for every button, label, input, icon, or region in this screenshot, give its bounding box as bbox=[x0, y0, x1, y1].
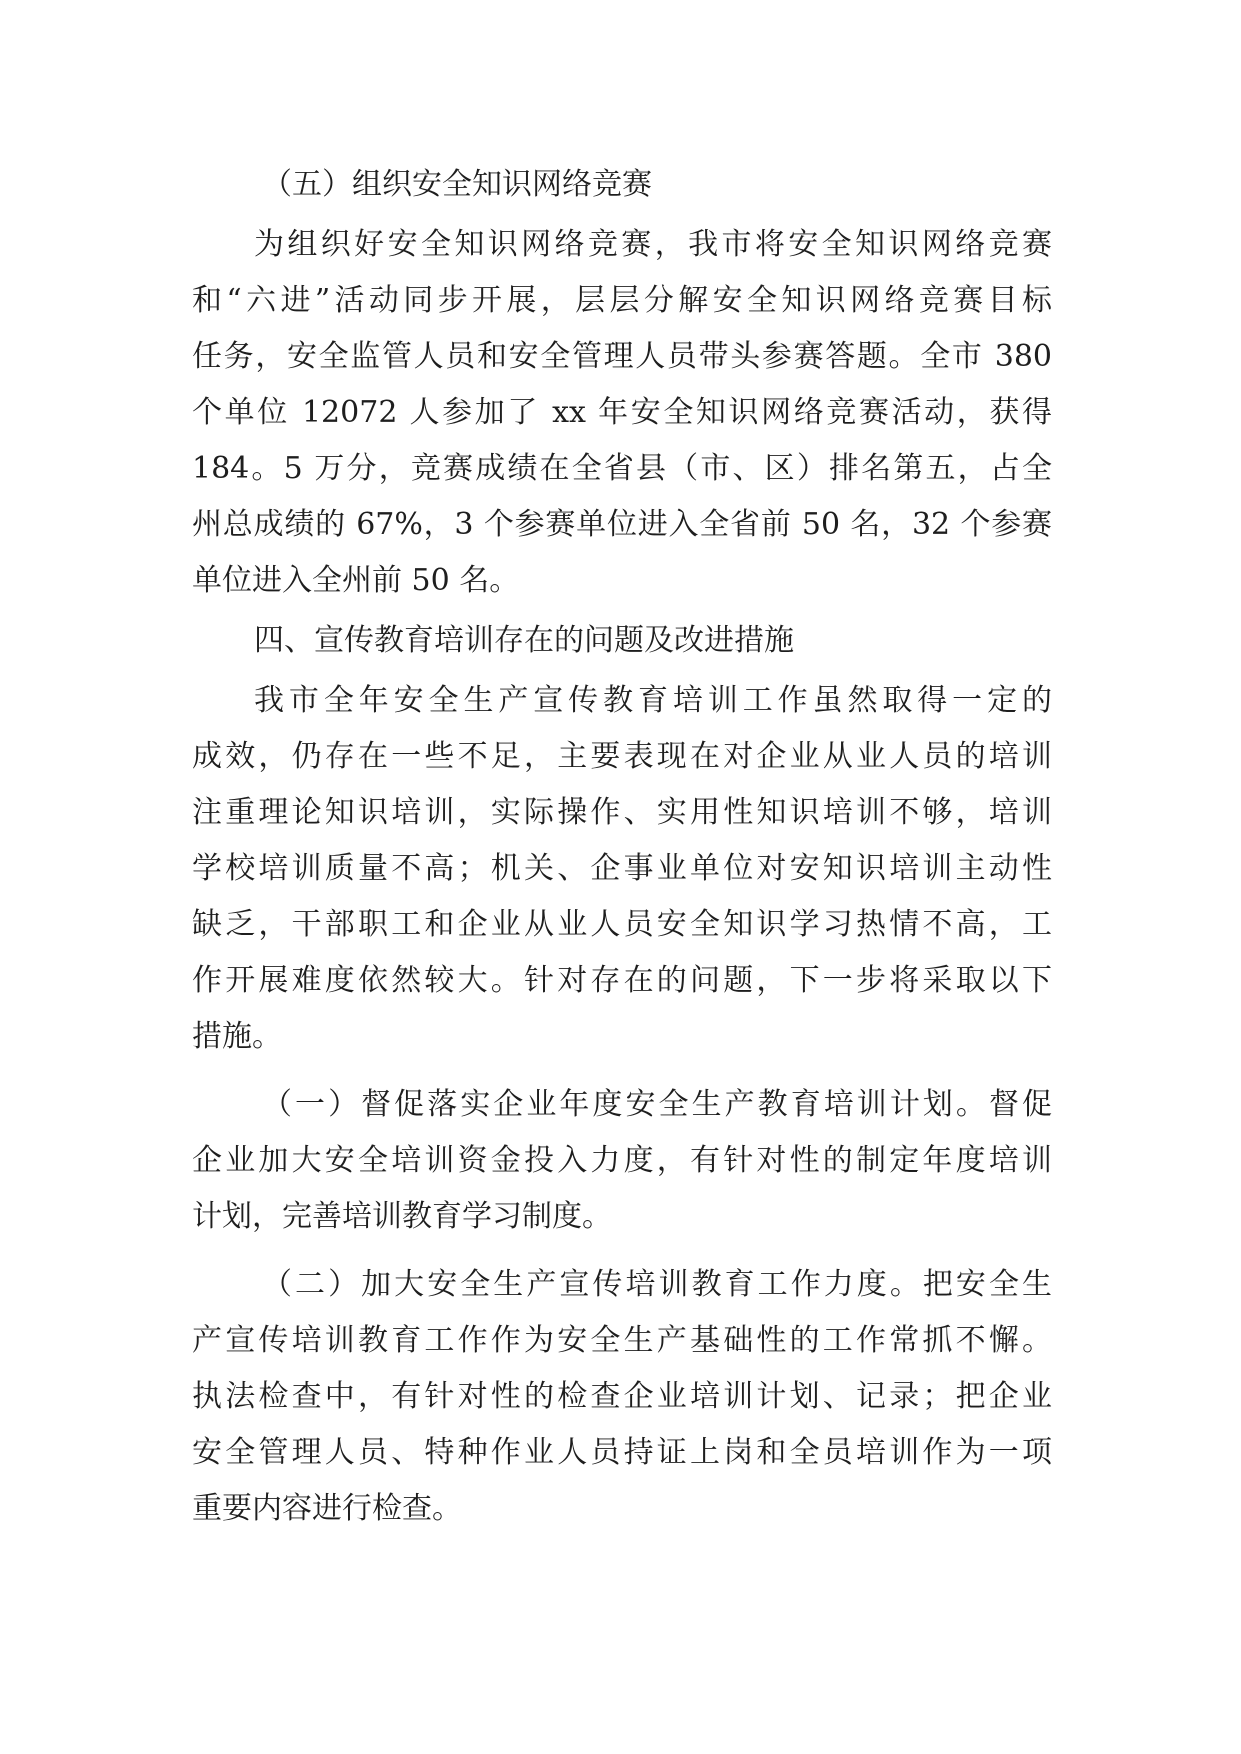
paragraph-line: 为组织好安全知识网络竞赛，我市将安全知识网络竞赛 bbox=[254, 227, 1052, 262]
paragraph-line: （一）督促落实企业年度安全生产教育培训计划。督促 bbox=[262, 1087, 1052, 1122]
section-heading-five: （五）组织安全知识网络竞赛 bbox=[262, 167, 652, 202]
paragraph-line: 学校培训质量不高；机关、企事业单位对安知识培训主动性 bbox=[192, 851, 1052, 886]
paragraph-line: 产宣传培训教育工作作为安全生产基础性的工作常抓不懈。 bbox=[192, 1323, 1052, 1358]
paragraph-line: 企业加大安全培训资金投入力度，有针对性的制定年度培训 bbox=[192, 1143, 1052, 1178]
paragraph-line: 个单位 12072 人参加了 xx 年安全知识网络竞赛活动，获得 bbox=[192, 395, 1052, 430]
paragraph-line: 计划，完善培训教育学习制度。 bbox=[192, 1199, 612, 1234]
paragraph-line: 单位进入全州前 50 名。 bbox=[192, 563, 520, 598]
paragraph-line: 任务，安全监管人员和安全管理人员带头参赛答题。全市 380 bbox=[192, 339, 1052, 374]
paragraph-line: 执法检查中，有针对性的检查企业培训计划、记录；把企业 bbox=[192, 1379, 1052, 1414]
paragraph-line: 重要内容进行检查。 bbox=[192, 1491, 462, 1526]
paragraph-line: 注重理论知识培训，实际操作、实用性知识培训不够，培训 bbox=[192, 795, 1052, 830]
section-heading-four: 四、宣传教育培训存在的问题及改进措施 bbox=[254, 623, 794, 658]
paragraph-line: 安全管理人员、特种作业人员持证上岗和全员培训作为一项 bbox=[192, 1435, 1052, 1470]
paragraph-line: 州总成绩的 67%，3 个参赛单位进入全省前 50 名，32 个参赛 bbox=[192, 507, 1052, 542]
paragraph-line: 作开展难度依然较大。针对存在的问题，下一步将采取以下 bbox=[192, 963, 1052, 998]
paragraph-line: 我市全年安全生产宣传教育培训工作虽然取得一定的 bbox=[254, 683, 1052, 718]
paragraph-line: 184。5 万分，竞赛成绩在全省县（市、区）排名第五，占全 bbox=[192, 451, 1052, 486]
paragraph-line: 和“六进”活动同步开展，层层分解安全知识网络竞赛目标 bbox=[192, 283, 1052, 318]
paragraph-line: 缺乏，干部职工和企业从业人员安全知识学习热情不高，工 bbox=[192, 907, 1052, 942]
paragraph-line: 成效，仍存在一些不足，主要表现在对企业从业人员的培训 bbox=[192, 739, 1052, 774]
paragraph-line: 措施。 bbox=[192, 1019, 282, 1054]
paragraph-line: （二）加大安全生产宣传培训教育工作力度。把安全生 bbox=[262, 1267, 1052, 1302]
